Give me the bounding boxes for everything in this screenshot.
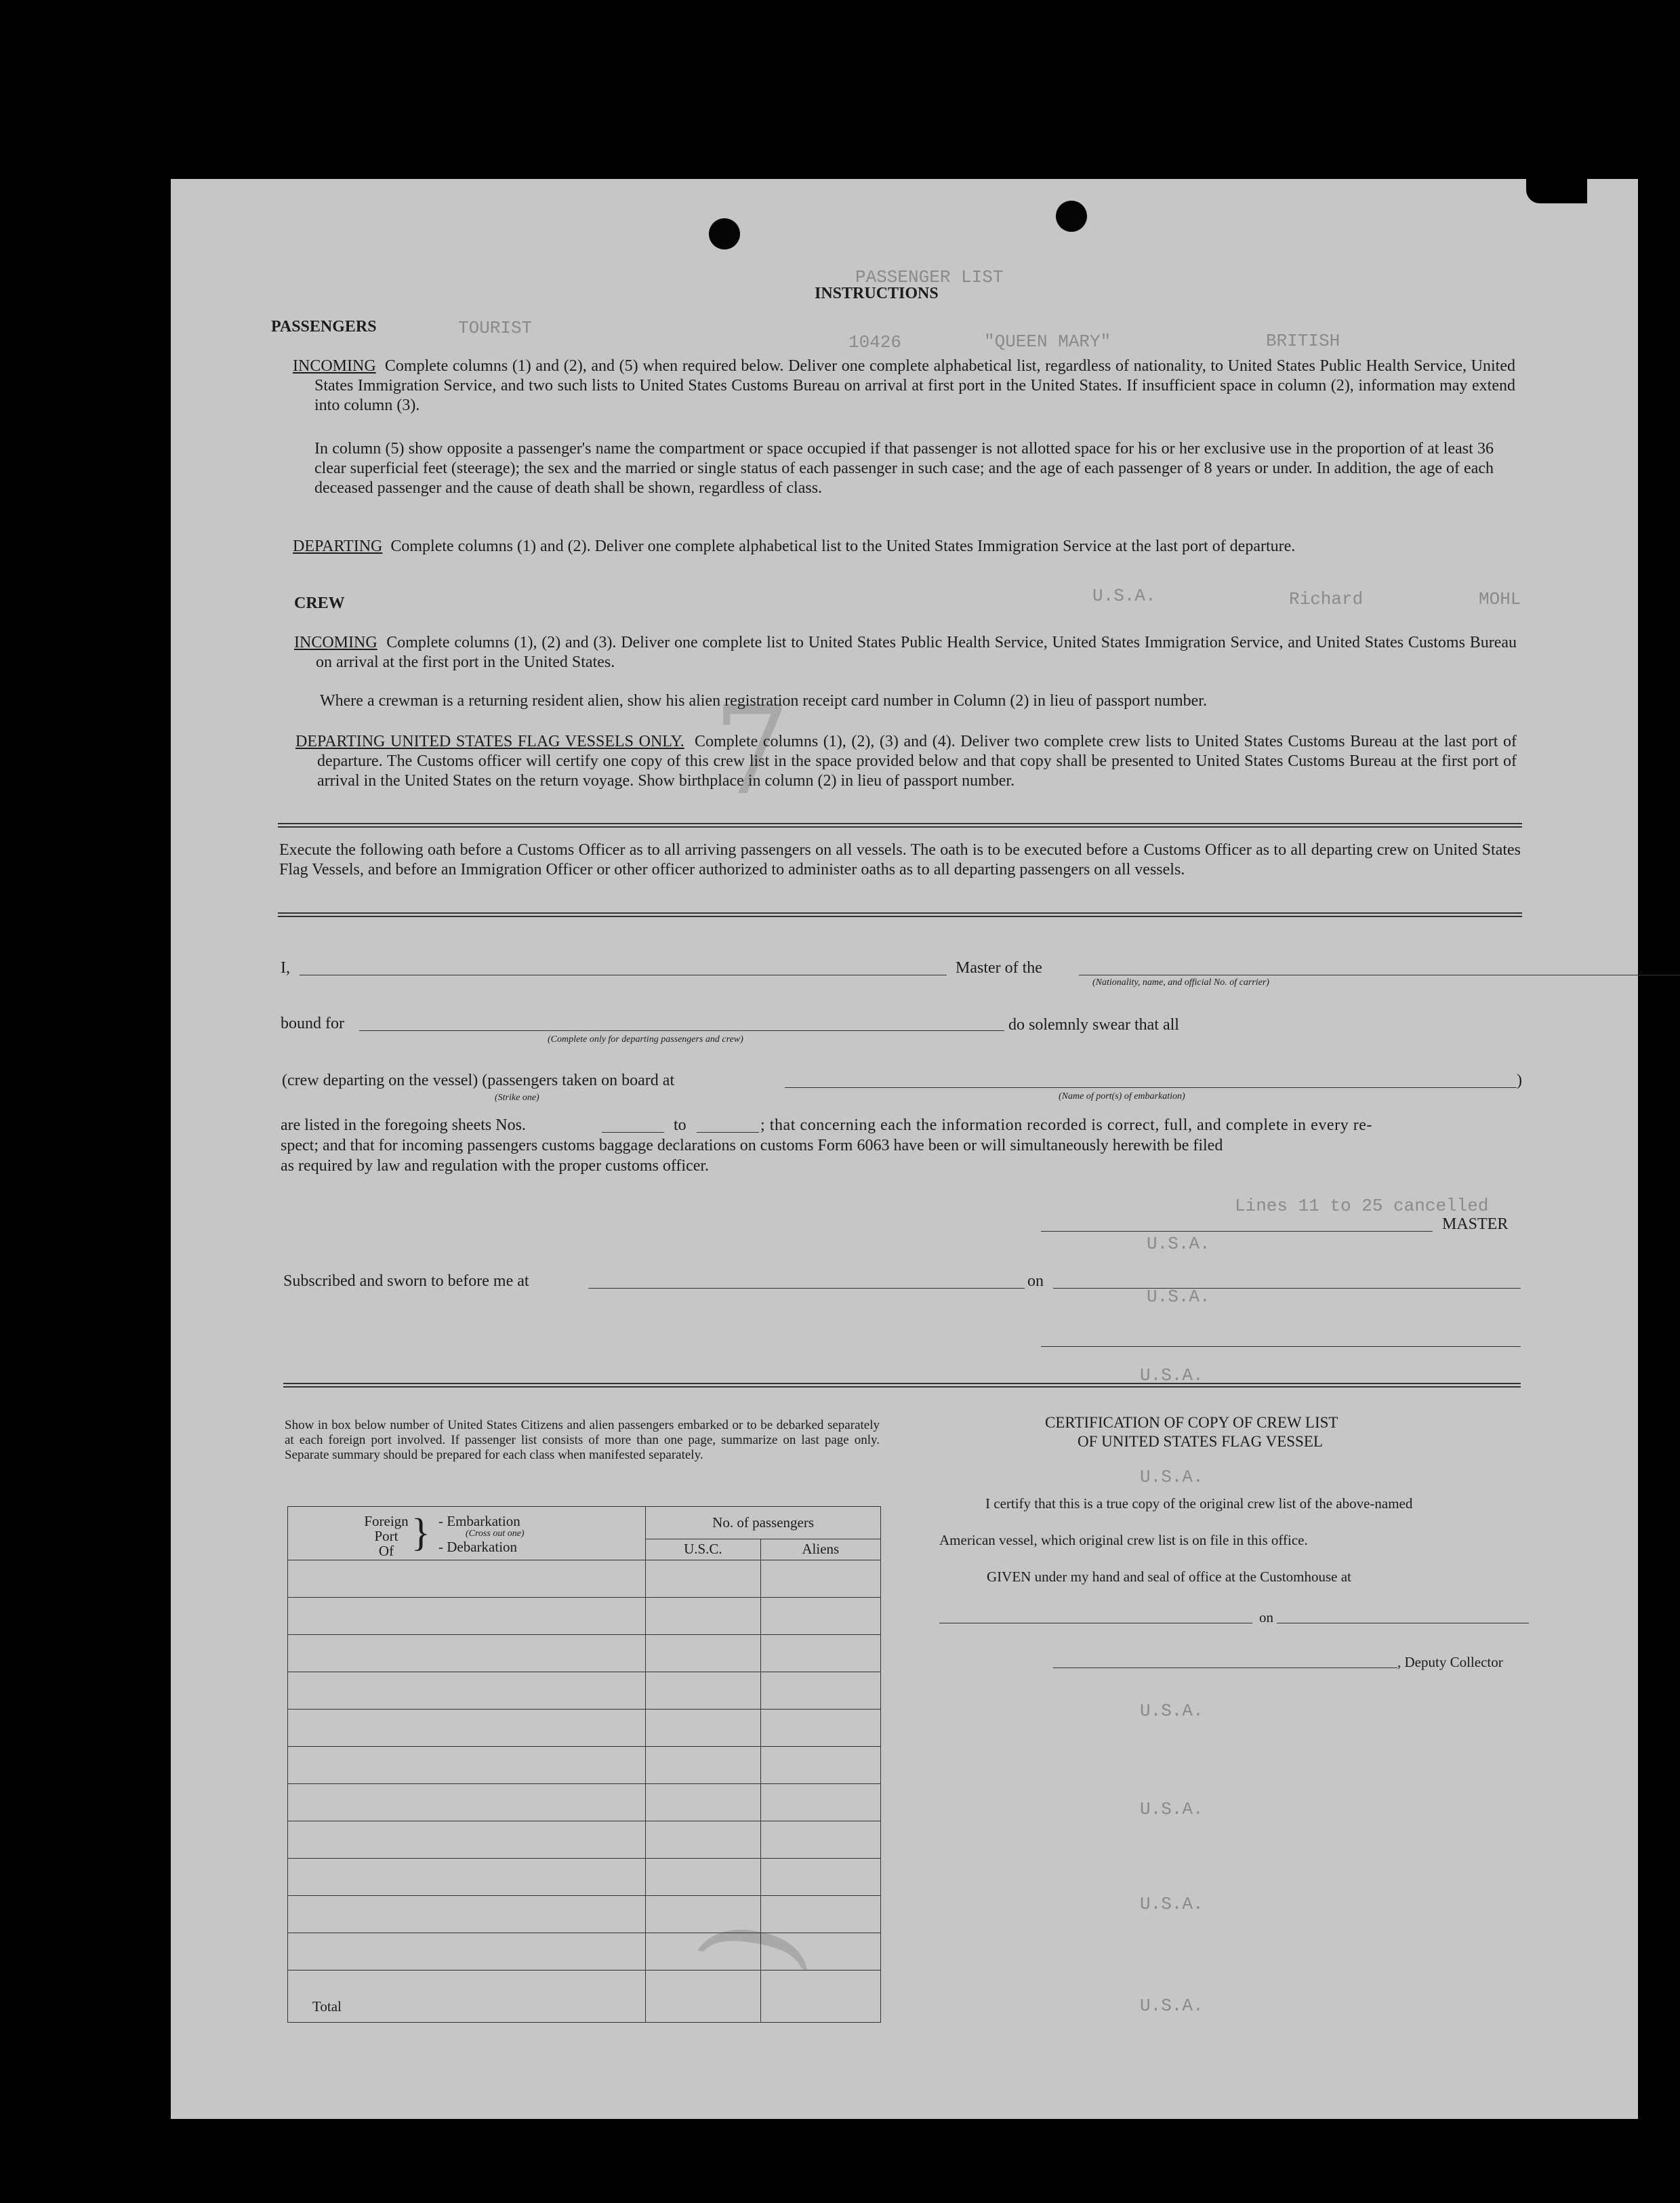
certification-title-line2: OF UNITED STATES FLAG VESSEL [1078, 1433, 1323, 1450]
document-page [171, 179, 1638, 2119]
bleed-through-text: PASSENGER LIST [855, 267, 1004, 287]
bleed-through-text: U.S.A. [1140, 1467, 1204, 1487]
bleed-through-numeral: ) [676, 1908, 825, 1981]
brace: } [411, 1510, 430, 1554]
aliens-cell[interactable] [760, 1784, 880, 1821]
port-cell[interactable] [288, 1821, 646, 1859]
section-heading-crew: CREW [294, 594, 345, 612]
given-text: GIVEN under my hand and seal of office at the Customhouse at [987, 1569, 1351, 1585]
bleed-through-text: TOURIST [458, 318, 533, 338]
usc-cell[interactable] [646, 1933, 760, 1970]
usc-cell[interactable] [646, 1747, 760, 1784]
certification-on-label: on [1259, 1609, 1273, 1625]
port-label: Port [374, 1528, 398, 1544]
passengers-column5 [314, 439, 1494, 498]
bleed-through-numeral: 7 [713, 681, 791, 822]
port-cell[interactable] [288, 1672, 646, 1710]
departing-text: Complete columns (1) and (2). Deliver one complete alphabetical list to the United States Immigration Service at the last port of departure. [390, 538, 1296, 555]
bound-for-label: bound for [281, 1015, 344, 1032]
oath-statement-line2: spect; and that for incoming passengers customs baggage declarations on customs Form 6063 have been or will simultaneously herewith be filed [281, 1137, 1223, 1154]
aliens-cell[interactable] [760, 1560, 880, 1598]
aliens-cell[interactable] [760, 1710, 880, 1747]
punch-hole [1056, 201, 1087, 232]
passenger-summary-table [287, 1506, 881, 2023]
usc-cell[interactable] [646, 1896, 760, 1933]
usc-cell[interactable] [646, 1710, 760, 1747]
page-title: INSTRUCTIONS [815, 285, 939, 302]
bleed-through-text: U.S.A. [1140, 1996, 1204, 2016]
aliens-header: Aliens [760, 1539, 880, 1560]
bleed-through-text: U.S.A. [1140, 1365, 1204, 1386]
port-header [288, 1507, 646, 1560]
crew-incoming-label: INCOMING [294, 634, 377, 651]
aliens-cell[interactable] [760, 1672, 880, 1710]
total-usc-cell[interactable] [646, 1970, 760, 2023]
sheets-to-label: to [674, 1116, 687, 1134]
cross-out-caption: (Cross out one) [466, 1529, 525, 1539]
officer-signature-field[interactable] [1041, 1346, 1521, 1347]
departing-label: DEPARTING [293, 538, 383, 555]
passengers-incoming [293, 357, 1515, 416]
crew-alien [320, 691, 1495, 711]
flag-vessels-label: DEPARTING UNITED STATES FLAG VESSELS ONLY. [295, 733, 684, 750]
embarkation-label: - Embarkation [438, 1513, 520, 1529]
sheet-to-field[interactable] [697, 1132, 759, 1133]
bleed-through-text: U.S.A. [1140, 1701, 1204, 1721]
sheet-from-field[interactable] [602, 1132, 664, 1133]
certification-title-line1: CERTIFICATION OF COPY OF CREW LIST [1045, 1414, 1338, 1431]
port-cell[interactable] [288, 1560, 646, 1598]
port-cell[interactable] [288, 1635, 646, 1672]
port-cell[interactable] [288, 1896, 646, 1933]
bleed-through-text: 10426 [848, 332, 902, 352]
total-label: Total [288, 1970, 646, 2023]
aliens-cell[interactable] [760, 1821, 880, 1859]
incoming-text: Complete columns (1) and (2), and (5) when required below. Deliver one complete alphabetical list, regardless of nationality, to United States Public Health Service, United States Immigration Service, and two such lists to United States Customs Bureau on arrival at first port in the United States. If insufficient space in column (2), information may extend into column (3). [314, 357, 1515, 414]
sheets-label: are listed in the foregoing sheets Nos. [281, 1116, 526, 1134]
port-cell[interactable] [288, 1784, 646, 1821]
column5-text: In column (5) show opposite a passenger's name the compartment or space occupied if that passenger is not allotted space for his or her exclusive use in the proportion of at least 36 clear superficial feet (steerage); the sex and the married or single status of each passenger in such case; and the age of each passenger of 8 years or under. In addition, the age of each deceased passenger and the cause of death shall be shown, regardless of class. [314, 440, 1494, 497]
master-signature-field[interactable] [1041, 1231, 1433, 1232]
port-cell[interactable] [288, 1598, 646, 1635]
aliens-cell[interactable] [760, 1933, 880, 1970]
aliens-cell[interactable] [760, 1598, 880, 1635]
divider [283, 1383, 1521, 1388]
of-label: Of [378, 1543, 394, 1559]
aliens-cell[interactable] [760, 1747, 880, 1784]
bound-for-field[interactable] [359, 1030, 1004, 1031]
bleed-through-text: U.S.A. [1140, 1894, 1204, 1914]
port-cell[interactable] [288, 1933, 646, 1970]
usc-header: U.S.C. [646, 1539, 760, 1560]
no-of-passengers-header: No. of passengers [646, 1507, 881, 1539]
deputy-collector-label: , Deputy Collector [1397, 1654, 1503, 1670]
port-cell[interactable] [288, 1859, 646, 1896]
divider [278, 823, 1522, 828]
punch-hole [709, 218, 740, 249]
oath-statement-line1: ; that concerning each the information recorded is correct, full, and complete in every re- [760, 1116, 1373, 1134]
aliens-cell[interactable] [760, 1635, 880, 1672]
sworn-place-field[interactable] [588, 1288, 1025, 1289]
divider [278, 912, 1522, 917]
bleed-through-text: BRITISH [1266, 331, 1340, 351]
debarkation-label: - Debarkation [438, 1539, 518, 1555]
usc-cell[interactable] [646, 1672, 760, 1710]
port-cell[interactable] [288, 1747, 646, 1784]
master-label: MASTER [1442, 1215, 1509, 1233]
bound-for-caption: (Complete only for departing passengers and crew) [548, 1034, 743, 1045]
crew-or-passengers-label: (crew departing on the vessel) (passengers taken on board at [282, 1072, 675, 1089]
torn-corner [1526, 179, 1587, 203]
aliens-cell[interactable] [760, 1896, 880, 1933]
sworn-on-label: on [1027, 1272, 1044, 1290]
passengers-departing [293, 537, 1515, 557]
usc-cell[interactable] [646, 1821, 760, 1859]
usc-cell[interactable] [646, 1560, 760, 1598]
master-of-the-label: Master of the [956, 959, 1042, 977]
bleed-through-text: "QUEEN MARY" [984, 331, 1111, 352]
bleed-through-text: U.S.A. [1140, 1799, 1204, 1819]
certify-text-line2: American vessel, which original crew list is on file in this office. [939, 1532, 1308, 1548]
oath-intro [279, 841, 1521, 880]
oath-i-label: I, [281, 959, 290, 977]
port-cell[interactable] [288, 1710, 646, 1747]
bleed-through-text: U.S.A. [1147, 1287, 1210, 1307]
usc-cell[interactable] [646, 1635, 760, 1672]
bleed-through-text: Lines 11 to 25 cancelled [1235, 1196, 1489, 1216]
total-aliens-cell[interactable] [760, 1970, 880, 2023]
bleed-through-text: MOHL [1479, 589, 1521, 609]
foreign-label: Foreign [364, 1513, 409, 1529]
subscribed-label: Subscribed and sworn to before me at [283, 1272, 529, 1290]
oath-intro-text: Execute the following oath before a Customs Officer as to all arriving passengers on all vessels. The oath is to be executed before a Customs Officer as to all departing crew on United States Flag Vessels, and before an Immigration Officer or other officer authorized to administer oaths as to all departing passengers on all vessels. [279, 841, 1521, 878]
crew-alien-text: Where a crewman is a returning resident alien, show his alien registration receipt card number in Column (2) in lieu of passport number. [320, 692, 1207, 710]
carrier-caption: (Nationality, name, and official No. of carrier) [1092, 977, 1269, 988]
section-heading-passengers: PASSENGERS [271, 318, 377, 336]
incoming-label: INCOMING [293, 357, 376, 375]
close-paren: ) [1517, 1072, 1522, 1089]
usc-cell[interactable] [646, 1784, 760, 1821]
crew-incoming [294, 633, 1517, 672]
summary-caption: Show in box below number of United States Citizens and alien passengers embarked or to be debarked separately at each foreign port involved. If passenger list consists of more than one page, summarize on last page only. Separate summary should be prepared for each class when manifested separately. [285, 1418, 880, 1462]
crew-incoming-text: Complete columns (1), (2) and (3). Deliver one complete list to United States Public Health Service, United States Immigration Service, and United States Customs Bureau on arrival at the first port in the United States. [316, 634, 1517, 671]
strike-one-caption: (Strike one) [495, 1093, 539, 1103]
usc-cell[interactable] [646, 1859, 760, 1896]
bleed-through-text: Richard [1289, 589, 1364, 609]
aliens-cell[interactable] [760, 1859, 880, 1896]
swear-label: do solemnly swear that all [1008, 1016, 1179, 1034]
bleed-through-text: U.S.A. [1147, 1234, 1210, 1254]
certify-text-line1: I certify that this is a true copy of the original crew list of the above-named [985, 1495, 1413, 1512]
bleed-through-text: U.S.A. [1092, 586, 1156, 606]
embarkation-ports-field[interactable] [785, 1087, 1517, 1088]
ports-caption: (Name of port(s) of embarkation) [1059, 1091, 1185, 1102]
oath-statement-line3: as required by law and regulation with the proper customs officer. [281, 1157, 710, 1175]
usc-cell[interactable] [646, 1598, 760, 1635]
sworn-date-field[interactable] [1053, 1288, 1521, 1289]
crew-flag [295, 732, 1517, 791]
flag-vessels-text: Complete columns (1), (2), (3) and (4). Deliver two complete crew lists to United States Customs Bureau at the last port of departure. The Customs officer will certify one copy of this crew list in the space provided below and that copy shall be presented to United States Customs Bureau at the first port of arrival in the United States on the return voyage. Show birthplace in column (2) in lieu of passport number. [317, 733, 1517, 790]
